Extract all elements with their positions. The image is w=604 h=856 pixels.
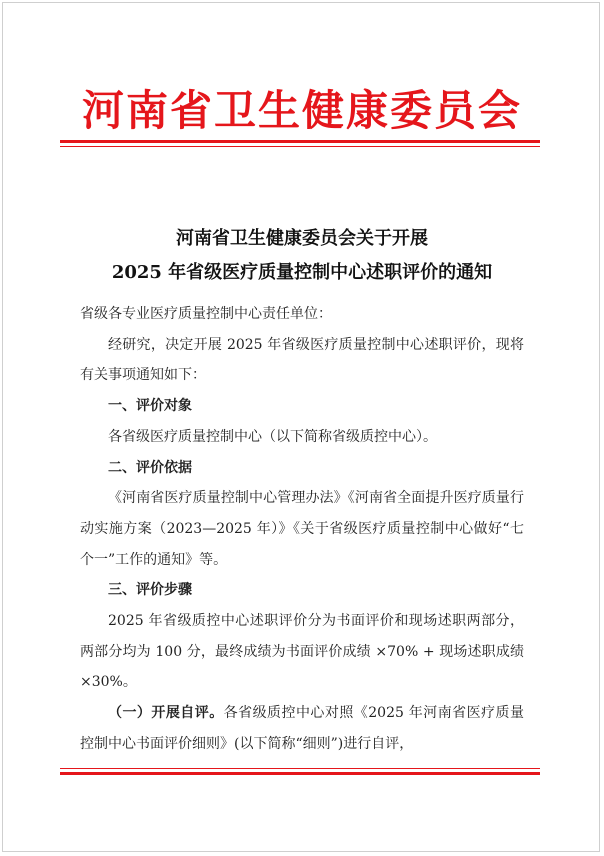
title-line-1: 河南省卫生健康委员会关于开展 <box>176 228 428 249</box>
subsection-1-label: （一）开展自评。 <box>108 705 224 722</box>
title-line-2: 2025 年省级医疗质量控制中心述职评价的通知 <box>111 262 493 283</box>
section-1-heading: 一、评价对象 <box>108 398 192 415</box>
document-title <box>0 222 604 290</box>
salutation: 省级各专业医疗质量控制中心责任单位： <box>80 306 332 322</box>
section-2-text: 《河南省医疗质量控制中心管理办法》《河南省全面提升医疗质量行动实施方案（2023—2025 年）》《关于省级医疗质量控制中心做好“七个一”工作的通知》等。 <box>80 490 524 568</box>
section-3-heading: 三、评价步骤 <box>108 582 192 599</box>
document-body <box>80 299 524 760</box>
subsection-1-paragraph <box>80 698 524 759</box>
section-1-text: 各省级医疗质量控制中心（以下简称省级质控中心）。 <box>108 428 437 445</box>
intro-paragraph: 经研究，决定开展 2025 年省级医疗质量控制中心述职评价，现将有关事项通知如下： <box>80 336 524 384</box>
section-3-text: 2025 年省级质控中心述职评价分为书面评价和现场述职两部分，两部分均为 100 分，最终成绩为书面评价成绩 ×70% + 现场述职成绩 ×30%。 <box>80 613 524 691</box>
section-2-heading: 二、评价依据 <box>108 459 192 476</box>
footer-divider <box>60 768 540 775</box>
letterhead-title: 河南省卫生健康委员会 <box>81 86 522 135</box>
subsection-1-text: 各省级质控中心对照《2025 年河南省医疗质量控制中心书面评价细则》(以下简称“细则”)进行自评， <box>80 705 525 752</box>
letterhead-divider <box>60 140 540 147</box>
